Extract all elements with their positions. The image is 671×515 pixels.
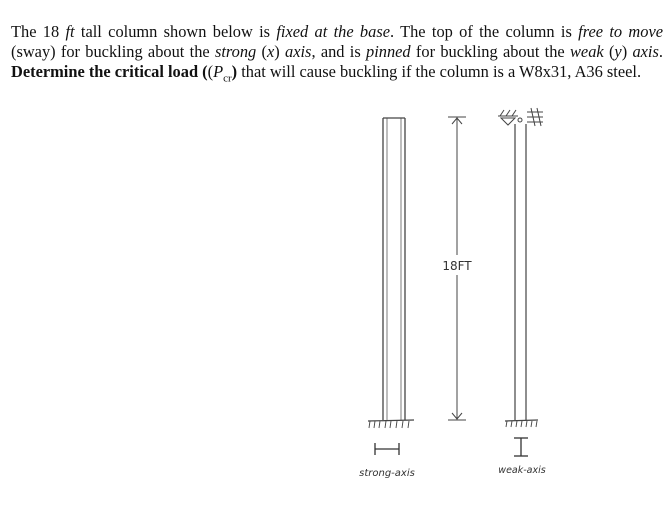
pinned-top-support [498,108,543,126]
weak-axis-column [515,124,526,420]
problem-statement: The 18 ft tall column shown below is fixed at the base. The top of the column is free to move (sway) for buckling about the strong (x) axis, and is pinned for buckling about the weak (y) axis. Determine the critical load ($(P_{cr})$ that will cause buckling if the column is a W8x31, A36 steel. [11,22,663,84]
strong-axis-section-icon [375,443,399,455]
fixed-base-hatch-left [368,420,414,428]
strong-axis-label: strong-axis [359,468,415,479]
fixed-base-hatch-right [505,420,538,427]
height-label: 18FT [442,259,472,273]
weak-axis-label: weak-axis [498,465,546,476]
weak-axis-section-icon [514,438,528,456]
strong-axis-column [383,118,405,420]
